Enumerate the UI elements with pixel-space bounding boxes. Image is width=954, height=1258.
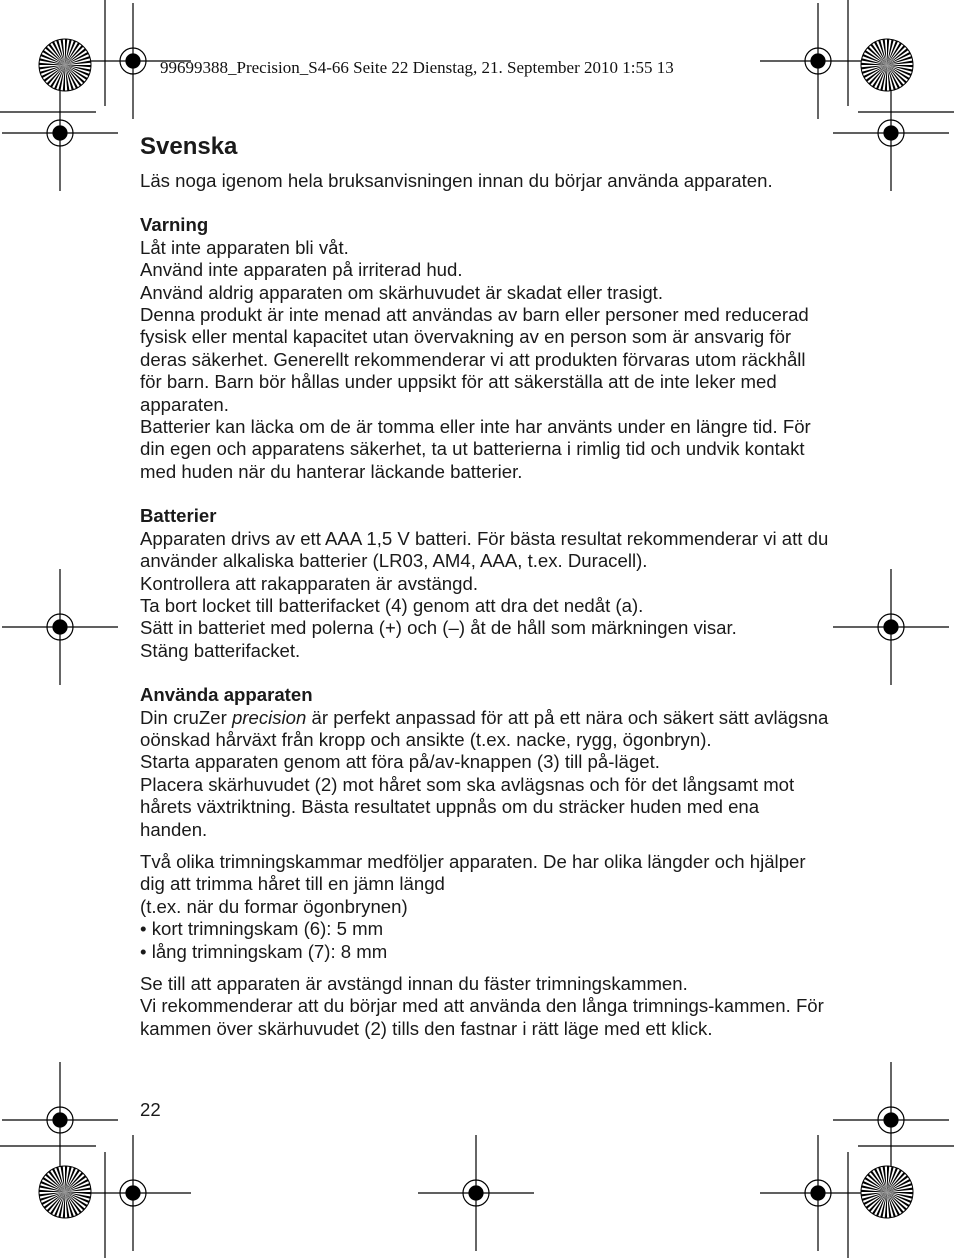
crosshair-icon (2, 1062, 118, 1178)
batteries-line: Kontrollera att rakapparaten är avstängd. (140, 572, 478, 594)
combs-example: (t.ex. när du formar ögonbrynen) (140, 895, 408, 917)
section-title-warning: Varning (140, 214, 209, 236)
usage-intro-a: Din cruZer (140, 706, 232, 728)
warning-line: Använd aldrig apparaten om skärhuvudet är skadat eller trasigt. (140, 281, 663, 303)
starburst-target-icon (39, 1166, 91, 1218)
combs-intro: Två olika trimningskammar medföljer apparaten. De har olika längder och hjälper dig att trimma håret till en jämn längd (140, 850, 806, 895)
comb-list-item: • lång trimningskam (7): 8 mm (140, 941, 830, 963)
usage-intro-product: precision (231, 706, 307, 728)
crosshair-icon (2, 569, 118, 685)
crosshair-icon (760, 3, 876, 119)
warning-line: Använd inte apparaten på irriterad hud. (140, 259, 463, 281)
usage-intro-b: är perfekt anpassad för att på ett nära och säkert sätt avlägsna oönskad hårväxt från kropp och ansikte (t.ex. nacke, rygg, ögonbryn). (140, 706, 829, 750)
crosshair-icon (2, 75, 118, 191)
usage-final-1: Se till att apparaten är avstängd innan du fäster trimningskammen. (140, 973, 688, 994)
starburst-target-icon (39, 39, 91, 91)
page-content (140, 132, 830, 1040)
batteries-line: Ta bort locket till batterifacket (4) genom att dra det nedåt (a). (140, 594, 644, 616)
page-number: 22 (140, 1099, 161, 1120)
usage-line: Placera skärhuvudet (2) mot håret som ska avlägsnas och för det långsamt mot hårets växtriktning. Bästa resultatet uppnås om du sträcker huden med ena handen. (140, 773, 795, 840)
section-title-usage: Använda apparaten (140, 684, 313, 706)
warning-line: Denna produkt är inte menad att användas av barn eller personer med reducerad fysisk eller mental kapacitet utan övervakning av en person som är ansvarig för deras säkerhet. Generellt rekommenderar vi att produkten förvaras utom räckhåll för barn. Barn bör hållas under uppsikt för att säkerställa att de inte leker med apparaten. (140, 304, 809, 415)
crosshair-icon (760, 1135, 876, 1251)
starburst-target-icon (861, 39, 913, 91)
intro-text: Läs noga igenom hela bruksanvisningen innan du börjar använda apparaten. (140, 170, 773, 191)
page-title: Svenska (140, 133, 238, 160)
crosshair-icon (418, 1135, 534, 1251)
warning-line: Låt inte apparaten bli våt. (140, 236, 349, 258)
usage-intro (140, 707, 830, 752)
print-slug: 99699388_Precision_S4-66 Seite 22 Dienstag, 21. September 2010 1:55 13 (160, 58, 674, 77)
batteries-line: Apparaten drivs av ett AAA 1,5 V batteri. För bästa resultat rekommenderar vi att du använder alkaliska batterier (LR03, AM4, AAA, t.ex. Duracell). (140, 527, 829, 572)
comb-list-item: • kort trimningskam (6): 5 mm (140, 918, 830, 940)
crosshair-icon (75, 1135, 191, 1251)
batteries-line: Sätt in batteriet med polerna (+) och (–) åt de håll som märkningen visar. (140, 617, 737, 639)
warning-line: Batterier kan läcka om de är tomma eller inte har använts under en längre tid. För din egen och apparatens säkerhet, ta ut batterierna i rimlig tid och undvik kontakt med huden när du hanterar läckande batterier. (140, 416, 811, 482)
starburst-target-icon (861, 1166, 913, 1218)
section-title-batteries: Batterier (140, 505, 217, 527)
crosshair-icon (833, 569, 949, 685)
usage-line: Starta apparaten genom att föra på/av-knappen (3) till på-läget. (140, 751, 660, 773)
crosshair-icon (833, 75, 949, 191)
crosshair-icon (833, 1062, 949, 1178)
batteries-line: Stäng batterifacket. (140, 639, 301, 661)
usage-final-2: Vi rekommenderar att du börjar med att använda den långa trimnings-kammen. För kammen över skärhuvudet (2) tills den fastnar i rätt läge med ett klick. (140, 995, 824, 1039)
